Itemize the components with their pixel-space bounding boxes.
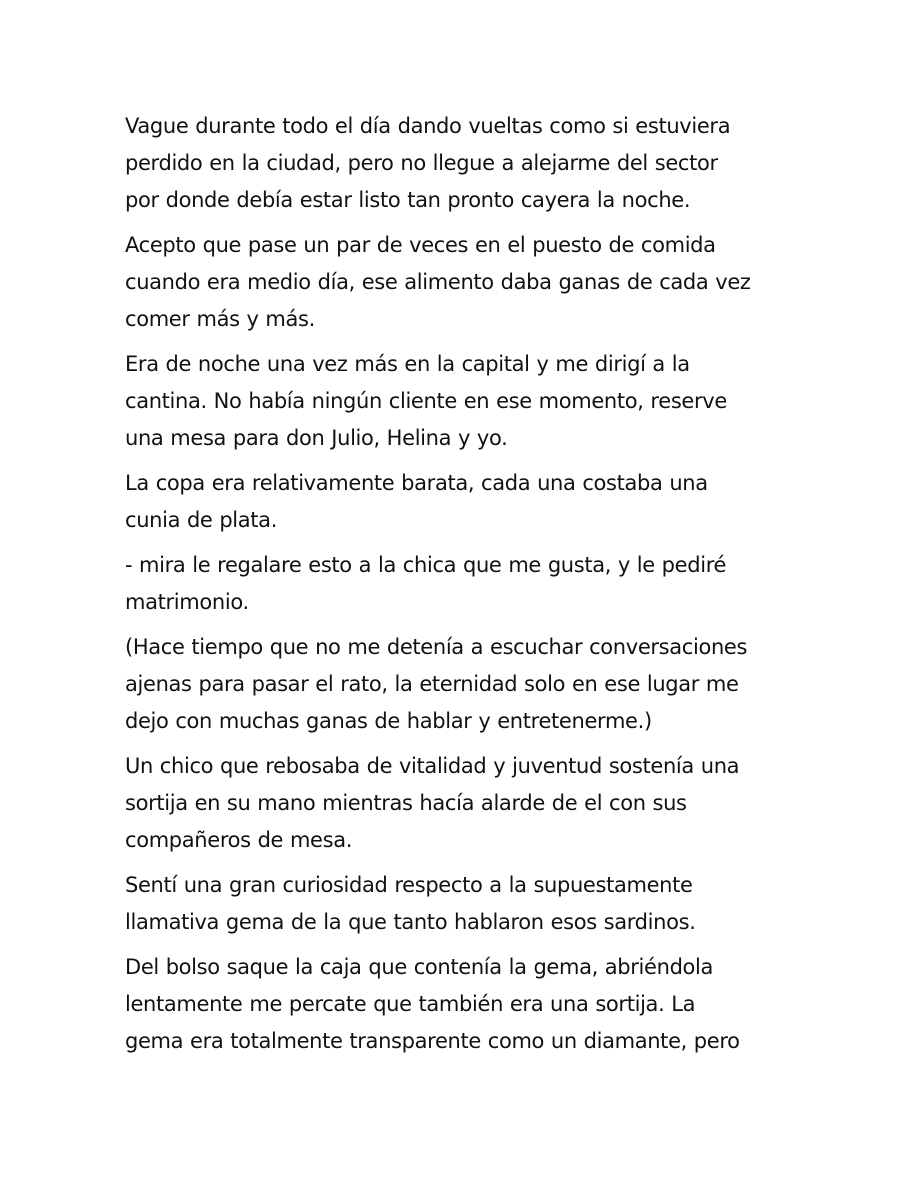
text-line: cunia de plata. [125,508,278,532]
paragraph-6 [125,629,785,740]
text-line: una mesa para don Julio, Helina y yo. [125,426,508,450]
text-line: llamativa gema de la que tanto hablaron esos sardinos. [125,910,696,934]
text-line: comer más y más. [125,307,315,331]
text-line: Vague durante todo el día dando vueltas como si estuviera [125,114,731,138]
text-line: Del bolso saque la caja que contenía la gema, abriéndola [125,955,714,979]
text-line: perdido en la ciudad, pero no llegue a alejarme del sector [125,151,718,175]
text-line: por donde debía estar listo tan pronto cayera la noche. [125,188,691,212]
paragraph-1 [125,108,785,219]
paragraph-2 [125,227,785,338]
paragraph-5-dialogue [125,547,785,621]
paragraph-9 [125,949,785,1060]
text-line: matrimonio. [125,590,249,614]
text-line: Acepto que pase un par de veces en el puesto de comida [125,233,716,257]
document-text-body [125,108,785,1068]
text-line: La copa era relativamente barata, cada una costaba una [125,471,708,495]
paragraph-8 [125,867,785,941]
paragraph-7 [125,748,785,859]
text-line: cuando era medio día, ese alimento daba ganas de cada vez [125,270,751,294]
text-line: lentamente me percate que también era una sortija. La [125,992,696,1016]
text-line: cantina. No había ningún cliente en ese momento, reserve [125,389,727,413]
text-line: Sentí una gran curiosidad respecto a la supuestamente [125,873,693,897]
text-line: ajenas para pasar el rato, la eternidad solo en ese lugar me [125,672,739,696]
text-line: Era de noche una vez más en la capital y me dirigí a la [125,352,690,376]
text-line: Un chico que rebosaba de vitalidad y juventud sostenía una [125,754,740,778]
text-line: gema era totalmente transparente como un diamante, pero [125,1029,740,1053]
text-line: (Hace tiempo que no me detenía a escuchar conversaciones [125,635,748,659]
text-line: dejo con muchas ganas de hablar y entretenerme.) [125,709,652,733]
paragraph-4 [125,465,785,539]
text-line: compañeros de mesa. [125,828,353,852]
text-line: sortija en su mano mientras hacía alarde de el con sus [125,791,687,815]
text-line: - mira le regalare esto a la chica que me gusta, y le pediré [125,553,727,577]
paragraph-3 [125,346,785,457]
